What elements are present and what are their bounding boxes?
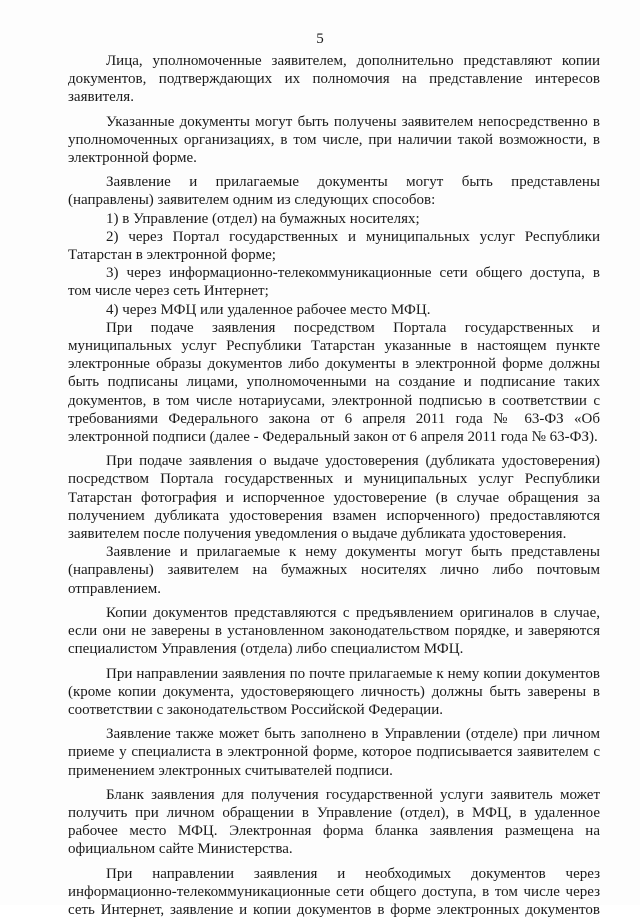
list-item-method-3: 3) через информационно-телекоммуникационные сети общего доступа, в том числе через сеть Интернет; xyxy=(68,265,600,300)
paragraph-paper-submission: Заявление и прилагаемые к нему документы могут быть представлены (направлены) заявителем на бумажных носителях лично либо почтовым отправлением. xyxy=(68,544,600,597)
paragraph-submission-methods: Заявление и прилагаемые документы могут быть представлены (направлены) заявителем одним из следующих способов: xyxy=(68,174,600,209)
document-body xyxy=(68,52,600,919)
list-item-method-2: 2) через Портал государственных и муниципальных услуг Республики Татарстан в электронной форме; xyxy=(68,228,600,264)
paragraph-electronic-fill: Заявление также может быть заполнено в Управлении (отделе) при личном приеме у специалиста в электронной форме, которое подписывается заявителем с применением электронных считывателей подписи. xyxy=(68,726,600,779)
paragraph-certificate-duplicate: При подаче заявления о выдаче удостоверения (дубликата удостоверения) посредством Портала государственных и муниципальных услуг Республики Татарстан фотография и испорченное удостоверение (в случае обращения за получением дубликата удостоверения взамен испорченного) предоставляются заявителем после получения уведомления о выдаче дубликата удостоверения. xyxy=(68,453,600,543)
paragraph-portal-signature: При подаче заявления посредством Портала государственных и муниципальных услуг Республики Татарстан указанные в настоящем пункте электронные образы документов либо документы в электронной форме должны быть подписаны лицами, уполномоченными на создание и подписание таких документов, в том числе нотариусами, электронной подписью в соответствии с требованиями Федерального закона от 6 апреля 2011 года № 63-ФЗ «Об электронной подписи (далее - Федеральный закон от 6 апреля 2011 года № 63-ФЗ). xyxy=(68,319,600,446)
paragraph-authorized-persons: Лица, уполномоченные заявителем, дополнительно представляют копии документов, подтверждающих их полномочия на представление интересов заявителя. xyxy=(68,53,600,106)
page-number: 5 xyxy=(316,31,324,47)
paragraph-network-submission: При направлении заявления и необходимых документов через информационно-телекоммуникационные сети общего доступа, в том числе через сеть Интернет, заявление и копии документов в форме электронных документов xyxy=(68,865,600,918)
paragraph-postal-copies: При направлении заявления по почте прилагаемые к нему копии документов (кроме копии документа, удостоверяющего личность) должны быть заверены в соответствии с законодательством Российской Федерации. xyxy=(68,665,600,718)
list-item-method-4: 4) через МФЦ или удаленное рабочее место МФЦ. xyxy=(106,301,431,318)
paragraph-copies-originals: Копии документов представляются с предъявлением оригиналов в случае, если они не заверены в установленном законодательством порядке, и заверяются специалистом Управления (отдела) либо специалистом МФЦ. xyxy=(68,604,600,658)
paragraph-documents-obtained: Указанные документы могут быть получены заявителем непосредственно в уполномоченных организациях, в том числе, при наличии такой возможности, в электронной форме. xyxy=(68,113,600,167)
paragraph-application-form: Бланк заявления для получения государственной услуги заявитель может получить при личном обращении в Управление (отдел), в МФЦ, в удаленное рабочее место МФЦ. Электронная форма бланка заявления размещена на официальном сайте Министерства. xyxy=(68,786,600,858)
list-item-method-1: 1) в Управление (отдел) на бумажных носителях; xyxy=(106,210,420,227)
